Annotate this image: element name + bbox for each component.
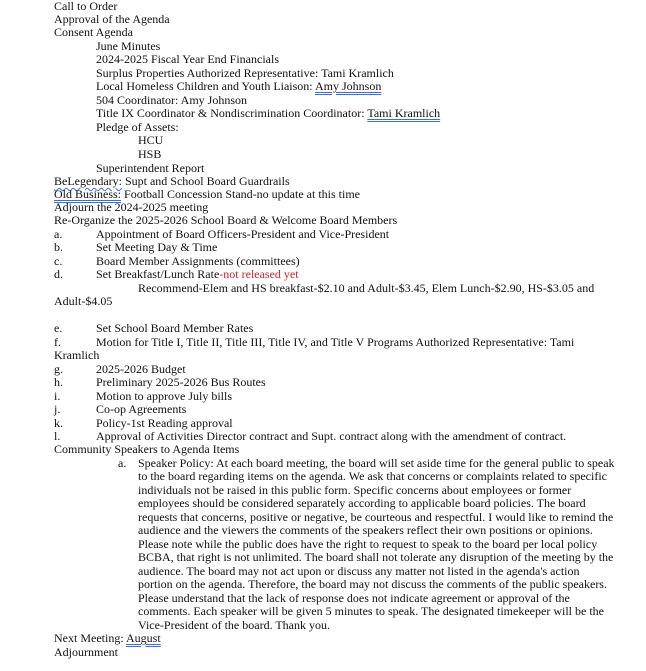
speaker-policy-text: Please understand that the lack of response does not indicate agreement or approval of the: [138, 591, 570, 605]
item-text: Approval of Activities Director contract and Supt. contract along with the amendment of contract.: [96, 429, 567, 443]
speaker-policy-text: comments. Each speaker will be given 5 minutes to speak. The designated timekeeper will be the: [138, 604, 604, 618]
speaker-policy-text: employees should be considered separately according to applicable board policies. The board: [138, 496, 586, 510]
consent-item-title-ix: [96, 107, 440, 121]
reorg-item-text-d: [96, 268, 299, 282]
next-meeting-line: [54, 632, 161, 646]
not-released-note: -not released yet: [219, 267, 299, 281]
pledge-item: HCU: [138, 133, 164, 147]
item-letter: h.: [54, 375, 63, 389]
reorg-item-text: Set Meeting Day & Time: [96, 240, 218, 254]
item-text: Motion for Title I, Title II, Title III, Title IV, and Title V Programs Authorized Representative: Tami: [96, 335, 575, 349]
superintendent-report: Superintendent Report: [96, 161, 205, 175]
item-letter: i.: [54, 389, 61, 403]
speaker-policy-text: individuals not be raised in this public form. Specific concerns about employees or former: [138, 483, 572, 497]
consent-agenda-heading: Consent Agenda: [54, 25, 133, 39]
reorg-item-text: Appointment of Board Officers-President and Vice-President: [96, 227, 390, 241]
item-text: 2025-2026 Budget: [96, 362, 186, 376]
next-meeting-value: August: [126, 631, 161, 645]
item-letter: l.: [54, 429, 61, 443]
consent-item-liaison: [96, 80, 381, 94]
item-letter: j.: [54, 402, 61, 416]
consent-item: Pledge of Assets:: [96, 120, 179, 134]
adjournment: Adjournment: [54, 645, 118, 659]
item-text: Set School Board Member Rates: [96, 321, 254, 335]
consent-item: 2024-2025 Fiscal Year End Financials: [96, 52, 279, 66]
speaker-policy-label: Speaker Policy:: [138, 456, 214, 470]
consent-item: 504 Coordinator: Amy Johnson: [96, 93, 248, 107]
item-text: Policy-1st Reading approval: [96, 416, 233, 430]
item-text: Co-op Agreements: [96, 402, 187, 416]
item-text: Preliminary 2025-2026 Bus Routes: [96, 375, 266, 389]
reorg-item-letter: c.: [54, 254, 63, 268]
speaker-policy-text: requests that concerns, positive or negative, be courteous and respectful. I would like to remind the: [138, 510, 614, 524]
title-ix-name: Tami Kramlich: [367, 106, 441, 120]
speaker-policy-text: audience. The board may not act upon or discuss any matter not listed in the agenda's action: [138, 564, 580, 578]
recommend-line: Recommend-Elem and HS breakfast-$2.10 and Adult-$3.45, Elem Lunch-$2.90, HS-$3.05 and: [138, 281, 595, 295]
speaker-policy-text: portion on the agenda. Therefore, the board may not discuss the comments of the public speakers.: [138, 577, 607, 591]
pledge-item: HSB: [138, 147, 162, 161]
item-letter: g.: [54, 362, 63, 376]
reorg-item-letter: d.: [54, 267, 63, 281]
speaker-policy-text: Vice-President of the board. Thank you.: [138, 618, 331, 632]
reorg-item-text: Board Member Assignments (committees): [96, 254, 300, 268]
speaker-policy-text: At each board meeting, the board will set aside time for the general public to speak: [216, 456, 615, 470]
old-business-label: Old Business:: [54, 187, 122, 201]
reorg-item-letter: b.: [54, 240, 63, 254]
breakfast-lunch-rate: Set Breakfast/Lunch Rate: [96, 267, 220, 281]
item-letter: e.: [54, 321, 63, 335]
consent-item: June Minutes: [96, 39, 161, 53]
be-legendary-text: Supt and School Board Guardrails: [124, 174, 290, 188]
approval-of-agenda: Approval of the Agenda: [54, 12, 170, 26]
old-business-text: Football Concession Stand-no update at this time: [124, 187, 360, 201]
speaker-policy-text: Please note while the public does have the right to request to speak to the board per local policy: [138, 537, 598, 551]
title-ix-label: Title IX Coordinator & Nondiscrimination Coordinator:: [96, 106, 365, 120]
speaker-policy-text: to the board regarding items on the agenda. We ask that concerns or complaints related to specific: [138, 469, 607, 483]
reorg-item-letter: a.: [54, 227, 63, 241]
community-speakers-heading: Community Speakers to Agenda Items: [54, 442, 240, 456]
speaker-letter: a.: [118, 456, 127, 470]
item-letter: f.: [54, 335, 61, 349]
speaker-policy-text: BCBA, that right is not unlimited. The board shall not tolerate any disruption of the meeting by the: [138, 550, 614, 564]
item-text: Motion to approve July bills: [96, 389, 232, 403]
next-meeting-label: Next Meeting:: [54, 631, 124, 645]
recommend-line-continued: Adult-$4.05: [54, 294, 113, 308]
item-letter: k.: [54, 416, 63, 430]
reorganize-heading: Re-Organize the 2025-2026 School Board & Welcome Board Members: [54, 213, 398, 227]
be-legendary-label: BeLegendary:: [54, 174, 122, 188]
call-to-order: Call to Order: [54, 0, 118, 13]
liaison-label: Local Homeless Children and Youth Liaison:: [96, 79, 313, 93]
liaison-name: Amy Johnson: [315, 79, 382, 93]
item-text-continued: Kramlich: [54, 348, 100, 362]
adjourn-meeting: Adjourn the 2024-2025 meeting: [54, 200, 209, 214]
consent-item: Surplus Properties Authorized Representative: Tami Kramlich: [96, 66, 394, 80]
speaker-policy-text: audience and the viewers the comments of the speakers reflect their own positions or opinions.: [138, 523, 593, 537]
